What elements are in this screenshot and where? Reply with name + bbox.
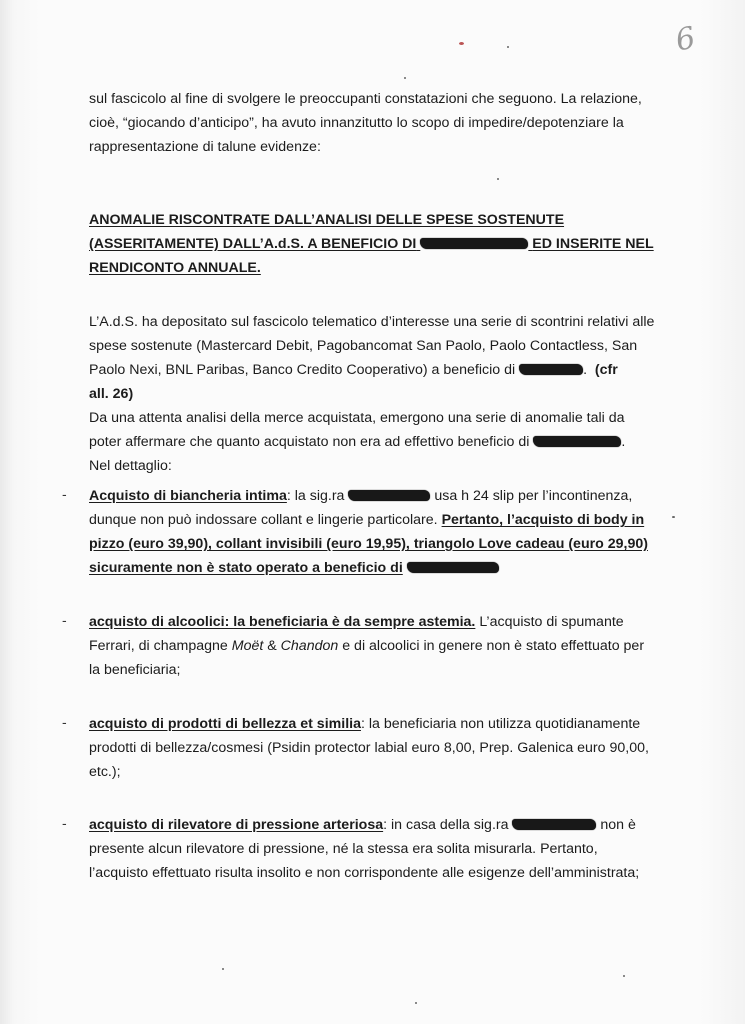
item-line: presente alcun rilevatore di pressione, né la stessa era solita misurarla. Pertanto, bbox=[89, 841, 598, 857]
redaction-mark bbox=[407, 562, 499, 573]
redaction-mark bbox=[420, 238, 528, 249]
body-line: Nel dettaglio: bbox=[89, 458, 172, 474]
body-line: L’A.d.S. ha depositato sul fascicolo telematico d’interesse una serie di scontrini relativi alle bbox=[89, 314, 655, 330]
redaction-mark bbox=[533, 436, 621, 447]
item-line bbox=[89, 508, 679, 532]
item-title: acquisto di alcoolici: la beneficiaria è da sempre astemia. bbox=[89, 614, 476, 630]
intro-line: cioè, “giocando d’anticipo”, ha avuto innanzitutto lo scopo di impedire/depotenziare la bbox=[89, 115, 624, 131]
page-number: 6 bbox=[672, 20, 699, 59]
item-text: Ferrari, di champagne bbox=[89, 638, 228, 654]
item-text: Pertanto, l’acquisto di body in bbox=[441, 512, 645, 528]
scan-speck bbox=[222, 968, 224, 970]
item-text: e di alcoolici in genere non è stato effettuato per bbox=[342, 638, 645, 654]
item-text: : la sig.ra bbox=[286, 488, 345, 504]
body-paragraphs bbox=[89, 310, 679, 478]
body-line: spese sostenute (Mastercard Debit, Pagobancomat San Paolo, Paolo Contactless, San bbox=[89, 338, 638, 354]
body-text: (cfr bbox=[594, 362, 618, 378]
list-item bbox=[89, 712, 679, 784]
item-text: & bbox=[267, 638, 277, 654]
body-line: all. 26) bbox=[89, 386, 134, 402]
scan-speck bbox=[415, 1002, 417, 1004]
heading-line: ANOMALIE RISCONTRATE DALL’ANALISI DELLE SPESE SOSTENUTE bbox=[89, 212, 565, 228]
heading-line: RENDICONTO ANNUALE. bbox=[89, 260, 261, 276]
item-line: prodotti di bellezza/cosmesi (Psidin protector labial euro 8,00, Prep. Galenica euro 90,00, bbox=[89, 740, 649, 756]
scan-speck bbox=[623, 975, 625, 977]
body-line: Da una attenta analisi della merce acquistata, emergono una serie di anomalie tali da bbox=[89, 410, 625, 426]
list-bullet: - bbox=[62, 486, 67, 502]
list-item bbox=[89, 610, 679, 682]
list-item bbox=[89, 813, 679, 885]
list-bullet: - bbox=[62, 815, 67, 831]
redaction-mark bbox=[519, 364, 583, 375]
item-title: acquisto di rilevatore di pressione arteriosa bbox=[89, 817, 384, 833]
intro-line: sul fascicolo al fine di svolgere le preoccupanti constatazioni che seguono. La relazione, bbox=[89, 91, 642, 107]
body-line bbox=[89, 358, 679, 382]
item-line: etc.); bbox=[89, 764, 121, 780]
scan-speck bbox=[507, 46, 509, 48]
list-item bbox=[89, 484, 679, 580]
redaction-mark bbox=[348, 490, 430, 501]
item-line: la beneficiaria; bbox=[89, 662, 181, 678]
scan-speck bbox=[497, 178, 499, 180]
section-heading bbox=[89, 208, 679, 280]
body-line bbox=[89, 430, 679, 454]
item-line: l’acquisto effettuato risulta insolito e non corrispondente alle esigenze dell’amministrata; bbox=[89, 865, 640, 881]
item-line: pizzo (euro 39,90), collant invisibili (euro 19,95), triangolo Love cadeau (euro 29,90) bbox=[89, 536, 648, 552]
item-line bbox=[89, 634, 679, 658]
list-bullet: - bbox=[62, 612, 67, 628]
item-line bbox=[89, 610, 679, 634]
item-line bbox=[89, 712, 679, 736]
heading-text: (ASSERITAMENTE) DALL’A.d.S. A BENEFICIO DI bbox=[89, 236, 417, 252]
list-bullet: - bbox=[62, 714, 67, 730]
item-text: non è bbox=[600, 817, 636, 833]
heading-line bbox=[89, 232, 679, 256]
item-text: : la beneficiaria non utilizza quotidianamente bbox=[360, 716, 641, 732]
body-text: poter affermare che quanto acquistato non era ad effettivo beneficio di bbox=[89, 434, 530, 450]
item-title: Acquisto di biancheria intima bbox=[89, 488, 287, 504]
item-text: Moët bbox=[231, 638, 264, 654]
item-text: sicuramente non è stato operato a beneficio di bbox=[89, 560, 403, 576]
intro-paragraph bbox=[89, 87, 679, 159]
item-text: : in casa della sig.ra bbox=[383, 817, 509, 833]
heading-text: ED INSERITE NEL bbox=[532, 236, 654, 252]
item-line bbox=[89, 556, 679, 580]
item-text: L’acquisto di spumante bbox=[479, 614, 624, 630]
item-title: acquisto di prodotti di bellezza et similia bbox=[89, 716, 361, 732]
item-text: dunque non può indossare collant e lingerie particolare. bbox=[89, 512, 438, 528]
redaction-mark bbox=[512, 819, 596, 830]
item-line bbox=[89, 813, 679, 837]
intro-line: rappresentazione di talune evidenze: bbox=[89, 139, 321, 155]
item-text: Chandon bbox=[280, 638, 339, 654]
item-text: usa h 24 slip per l’incontinenza, bbox=[434, 488, 633, 504]
body-text: Paolo Nexi, BNL Paribas, Banco Credito Cooperativo) a beneficio di bbox=[89, 362, 516, 378]
scan-speck bbox=[459, 42, 464, 45]
body-text: . bbox=[583, 362, 588, 378]
item-line bbox=[89, 484, 679, 508]
body-text: . bbox=[621, 434, 626, 450]
scan-speck bbox=[404, 77, 406, 79]
